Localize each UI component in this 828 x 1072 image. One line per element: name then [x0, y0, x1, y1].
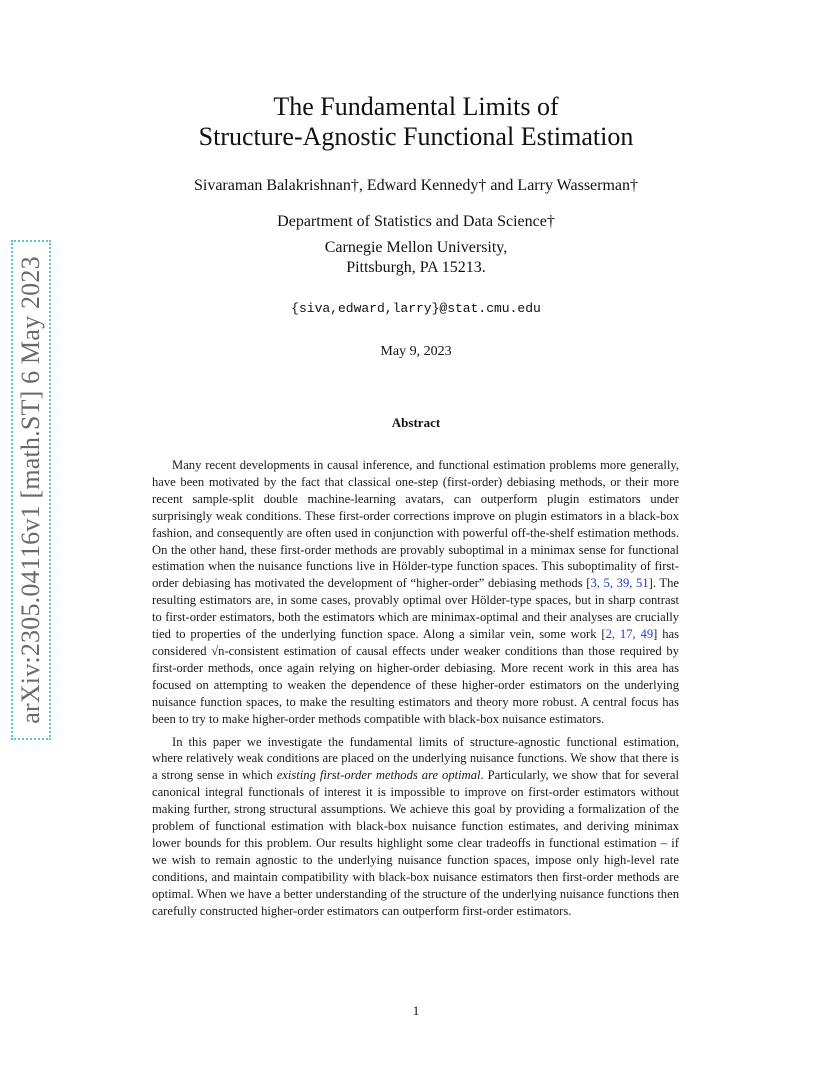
- arxiv-stamp: [11, 240, 51, 740]
- abstract-text: Many recent developments in causal inference, and functional estimation problems more generally, have been motivated by the fact that classical one-step (first-order) debiasing methods, or their more recent sample-split double machine-learning avatars, can outperform plugin estimators under surprisingly weak conditions. These first-order corrections improve on plugin estimators in a black-box fashion, and consequently are often used in conjunction with powerful off-the-shelf estimation methods. On the other hand, these first-order methods are provably suboptimal in a minimax sense for functional estimation when the nuisance functions live in Hölder-type function spaces. This suboptimality of first-order debiasing has motivated the development of “higher-order” debiasing methods [: [152, 458, 679, 591]
- citation-link[interactable]: 3, 5, 39, 51: [590, 576, 649, 591]
- arxiv-identifier: arXiv:2305.04116v1 [math.ST] 6 May 2023: [16, 256, 45, 724]
- affiliation-university: Carnegie Mellon University,: [324, 239, 508, 256]
- affiliation-department: Department of Statistics and Data Science†: [277, 213, 555, 230]
- abstract-paragraph-2: [152, 734, 679, 920]
- abstract-heading: Abstract: [391, 415, 441, 430]
- affiliation-address: Pittsburgh, PA 15213.: [346, 259, 486, 276]
- abstract-text: ] has considered √n-consistent estimation of causal effects under weaker conditions than those required by first-order methods, once again relying on higher-order debiasing. More recent work in this area has focused on attempting to weaken the dependence of these higher-order estimators on the underlying nuisance function spaces, to make the resulting estimators and theory more robust. A central focus has been to try to make higher-order methods compatible with black-box nuisance estimators.: [152, 627, 679, 726]
- paper-title: [120, 92, 712, 152]
- abstract-paragraph-1: [152, 457, 679, 728]
- title-line-1: The Fundamental Limits of: [273, 92, 559, 121]
- emphasis-text: existing first-order methods are optimal: [276, 768, 481, 783]
- title-line-2: Structure-Agnostic Functional Estimation: [198, 122, 634, 151]
- page-number: 1: [412, 1003, 420, 1018]
- abstract-text: ]. The resulting estimators are, in some cases, provably optimal over Hölder-type spaces, but in sharp contrast to first-order estimators, both the estimators which are minimax-optimal and their analyses are crucially tied to properties of the underlying function space. Along a similar vein, some work [: [152, 576, 680, 642]
- author-emails: {siva,edward,larry}@stat.cmu.edu: [291, 301, 541, 316]
- citation-link[interactable]: 2, 17, 49: [605, 627, 654, 642]
- abstract-text: . Particularly, we show that for several canonical integral functionals of interest it is impossible to improve on first-order estimators without making further, strong structural assumptions. We achieve this goal by providing a formalization of the problem of functional estimation with black-box nuisance function estimates, and deriving minimax lower bounds for this problem. Our results highlight some clear tradeoffs in functional estimation – if we wish to remain agnostic to the underlying nuisance function spaces, impose only high-level rate conditions, and maintain compatibility with black-box nuisance estimators then first-order methods are optimal. When we have a better understanding of the structure of the underlying nuisance functions then carefully constructed higher-order estimators can outperform first-order estimators.: [152, 768, 679, 918]
- author-list: Sivaraman Balakrishnan†, Edward Kennedy† and Larry Wasserman†: [193, 177, 639, 194]
- abstract-body: [152, 457, 679, 925]
- paper-date: May 9, 2023: [380, 344, 452, 359]
- abstract-text: In this paper we investigate the fundamental limits of structure-agnostic functional estimation, where relatively weak conditions are placed on the underlying nuisance functions. We show that there is a strong sense in which: [152, 734, 679, 783]
- affiliation: [120, 212, 712, 278]
